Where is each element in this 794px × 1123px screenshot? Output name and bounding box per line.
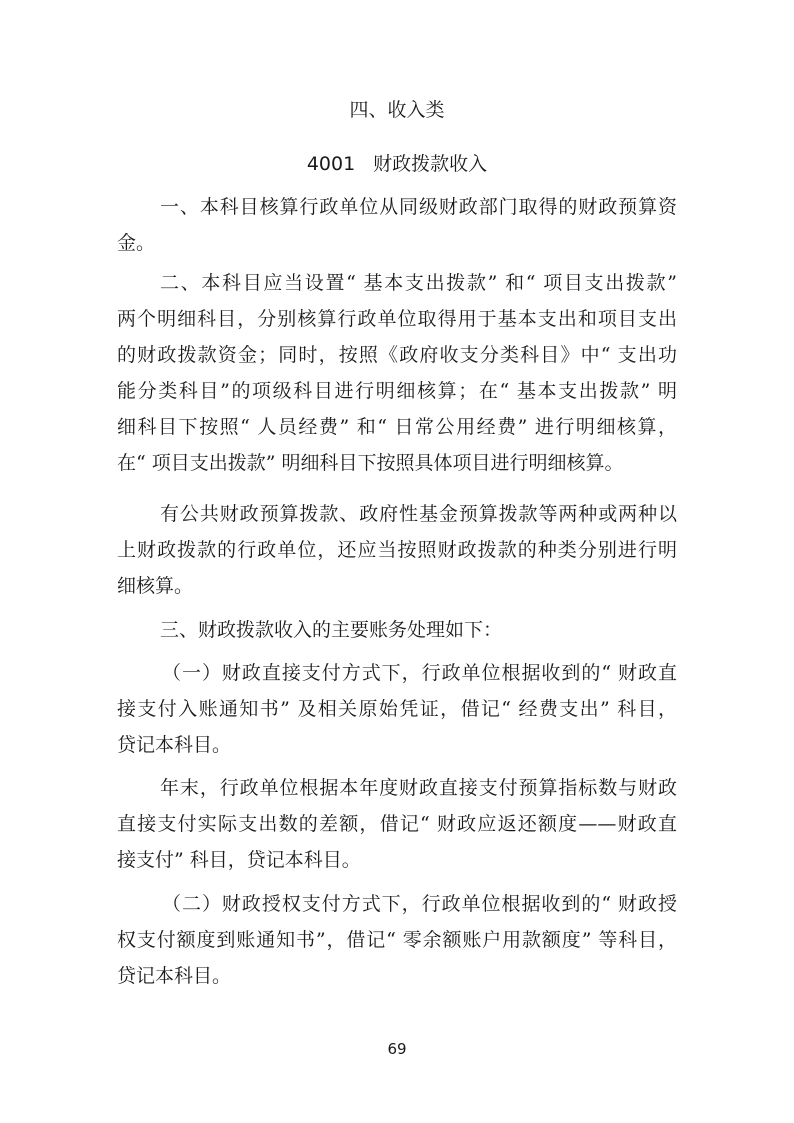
text-line: 细科目下按照“ 人员经费” 和“ 日常公用经费” 进行明细核算， xyxy=(117,416,677,438)
text-line: 一、本科目核算行政单位从同级财政部门取得的财政预算资 xyxy=(160,196,677,218)
section-title: 四、收入类 xyxy=(349,99,445,121)
text-line: 三、财政拨款收入的主要账务处理如下： xyxy=(160,619,503,641)
text-line: 在“ 项目支出拨款” 明细科目下按照具体项目进行明细核算。 xyxy=(117,452,624,474)
text-line: 贷记本科目。 xyxy=(117,965,232,987)
text-line: 有公共财政预算拨款、政府性基金预算拨款等两种或两种以 xyxy=(160,503,677,525)
text-line: 直接支付实际支出数的差额，借记“ 财政应返还额度——财政直 xyxy=(117,813,677,835)
text-line: 年末，行政单位根据本年度财政直接支付预算指标数与财政 xyxy=(160,777,677,799)
text-line: 接支付入账通知书” 及相关原始凭证，借记“ 经费支出” 科目， xyxy=(117,698,677,720)
text-line: 两个明细科目，分别核算行政单位取得用于基本支出和项目支出 xyxy=(117,308,677,330)
text-line: 贷记本科目。 xyxy=(117,734,232,756)
text-line: （二）财政授权支付方式下，行政单位根据收到的“ 财政授 xyxy=(162,893,677,915)
account-code: 4001 xyxy=(306,153,356,175)
text-line: 金。 xyxy=(117,232,156,254)
text-line: 能分类科目”的项级科目进行明细核算；在“ 基本支出拨款” 明 xyxy=(117,380,677,402)
text-line: 权支付额度到账通知书”，借记“ 零余额账户用款额度” 等科目， xyxy=(117,929,677,951)
text-line: （一）财政直接支付方式下，行政单位根据收到的“ 财政直 xyxy=(162,662,677,684)
page-number: 69 xyxy=(387,1040,407,1058)
text-line: 细核算。 xyxy=(117,575,194,597)
text-line: 的财政拨款资金；同时，按照《政府收支分类科目》中“ 支出功 xyxy=(117,344,677,366)
text-line: 接支付” 科目，贷记本科目。 xyxy=(117,849,361,871)
subsection-title xyxy=(0,151,794,177)
text-line: 上财政拨款的行政单位，还应当按照财政拨款的种类分别进行明 xyxy=(117,539,677,561)
account-name: 财政拨款收入 xyxy=(373,153,488,175)
text-line: 二、本科目应当设置“ 基本支出拨款” 和“ 项目支出拨款” xyxy=(160,272,677,294)
